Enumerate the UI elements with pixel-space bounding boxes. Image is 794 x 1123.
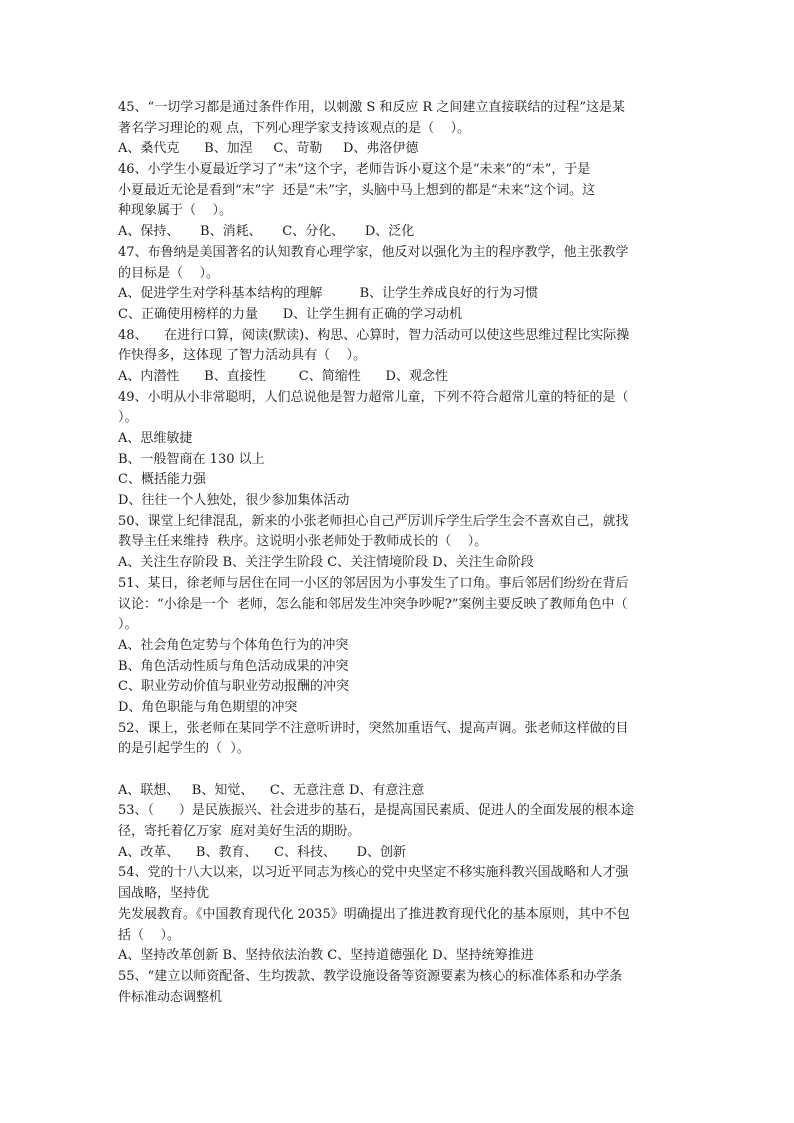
text-line: C、职业劳动价值与职业劳动报酬的冲突: [118, 679, 349, 695]
text-line: A、关注生存阶段 B、关注学生阶段 C、关注情境阶段 D、关注生命阶段: [118, 555, 534, 571]
text-line: [118, 760, 678, 781]
text-line: 48、 在进行口算，阅读(默读)、构思、心算时，智力活动可以使这些思维过程比实际操: [118, 327, 630, 343]
text-line: A、坚持改革创新 B、坚持依法治教 C、坚持道德强化 D、坚持统筹推进: [118, 948, 534, 964]
text-line: 议论：“小徐是一个 老师，怎么能和邻居发生冲突争吵呢?”案例主要反映了教师角色中（: [118, 596, 628, 612]
text-line: ）。: [118, 617, 138, 633]
text-line: A、联想、 B、知觉、 C、无意注意 D、有意注意: [118, 782, 425, 798]
text-line: ）。: [118, 410, 138, 426]
text-line: A、桑代克 B、加涅 C、苛勒 D、弗洛伊德: [118, 141, 419, 157]
text-line: 46、小学生小夏最近学习了“未”这个字，老师告诉小夏这个是“未来”的“未”，于是: [118, 162, 591, 178]
text-line: 小夏最近无论是看到“末”字 还是“未”字，头脑中马上想到的都是“未来”这个词。这: [118, 182, 596, 198]
text-line: 45、“一切学习都是通过条件作用，以刺激 S 和反应 R 之间建立直接联结的过程”这是某: [118, 100, 626, 115]
text-line: B、角色活动性质与角色活动成果的冲突: [118, 658, 349, 674]
text-line: D、往往一个人独处，很少参加集体活动: [118, 493, 350, 509]
text-line: 47、布鲁纳是美国著名的认知教育心理学家，他反对以强化为主的程序教学，他主张教学: [118, 244, 629, 260]
text-line: 种现象属于（ ）。: [118, 203, 233, 219]
text-line: 49、小明从小非常聪明，人们总说他是智力超常儿童，下列不符合超常儿童的特征的是（: [118, 389, 629, 405]
text-line: B、一般智商在 130 以上: [118, 451, 265, 467]
text-line: 的目标是（ ）。: [118, 265, 220, 281]
text-line: 55、“建立以师资配备、生均拨款、教学设施设备等资源要素为核心的标准体系和办学条: [118, 968, 623, 984]
document-page: [118, 98, 678, 1008]
text-line: 件标准动态调整机: [118, 989, 223, 1005]
text-line: A、保持、 B、消耗、 C、分化、 D、泛化: [118, 224, 415, 240]
text-line: 54、党的十八大以来，以习近平同志为核心的党中央坚定不移实施科教兴国战略和人才强: [118, 865, 629, 881]
text-line: 教导主任来维持 秩序。这说明小张老师处于教师成长的（ ）。: [118, 534, 488, 550]
text-line: 53、（ ）是民族振兴、社会进步的基石，是提高国民素质、促进人的全面发展的根本途: [118, 803, 634, 819]
text-line: A、改革、 B、教育、 C、科技、 D、创新: [118, 844, 407, 860]
text-line: 括（ ）。: [118, 927, 181, 943]
text-line: 50、课堂上纪律混乱，新来的小张老师担心自己严厉训斥学生后学生会不喜欢自己，就找: [118, 513, 629, 529]
text-line: A、社会角色定势与个体角色行为的冲突: [118, 637, 349, 653]
text-line: 的是引起学生的（ ）。: [118, 741, 250, 757]
text-line: C、概括能力强: [118, 472, 206, 488]
text-line: 国战略，坚持优: [118, 886, 210, 902]
text-line: 著名学习理论的观 点，下列心理学家支持该观点的是（ ）。: [118, 120, 471, 136]
text-line: 先发展教育。《中国教育现代化 2035》明确提出了推进教育现代化的基本原则，其中不包: [118, 906, 630, 922]
text-line: 作快得多，这体现 了智力活动具有（ ）。: [118, 348, 367, 364]
text-line: 52、课上，张老师在某同学不注意听讲时，突然加重语气、提高声调。张老师这样做的目: [118, 720, 629, 736]
text-line: C、正确使用榜样的力量 D、让学生拥有正确的学习动机: [118, 306, 463, 322]
text-line: 51、某日，徐老师与居住在同一小区的邻居因为小事发生了口角。事后邻居们纷纷在背后: [118, 575, 629, 591]
text-line: A、促进学生对学科基本结构的理解 B、让学生养成良好的行为习惯: [118, 286, 539, 302]
text-line: A、思维敏捷: [118, 431, 193, 446]
text-line: 径，寄托着亿万家 庭对美好生活的期盼。: [118, 824, 361, 840]
text-line: A、内潜性 B、直接性 C、简缩性 D、观念性: [118, 368, 448, 384]
text-line: D、角色职能与角色期望的冲突: [118, 699, 298, 715]
